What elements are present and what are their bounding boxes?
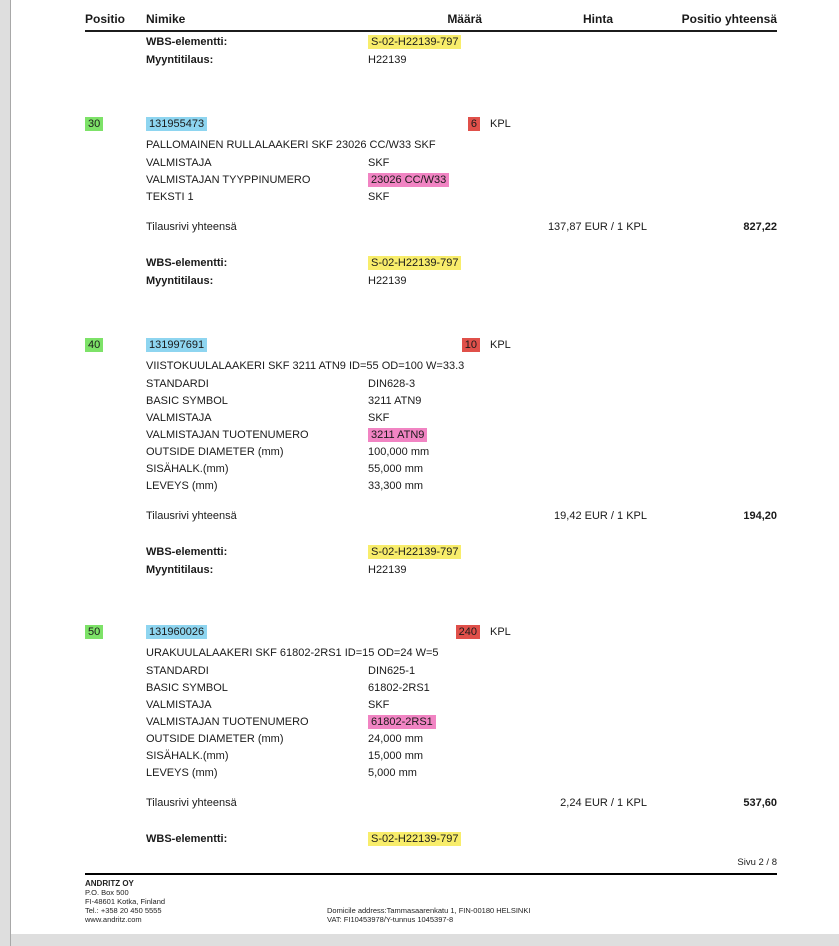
quantity-badge: 240 <box>456 625 480 639</box>
line-total-label: Tilausrivi yhteensä <box>146 221 237 233</box>
column-header-positio: Positio <box>85 12 126 26</box>
position-number-badge: 40 <box>85 338 103 352</box>
attribute-value: SKF <box>368 191 390 203</box>
footer-vat: VAT: FI10453978/Y-tunnus 1045397-8 <box>327 915 454 924</box>
order-document-page <box>85 0 777 924</box>
unit-price: 2,24 EUR / 1 KPL <box>560 797 647 809</box>
attribute-label: TEKSTI 1 <box>146 191 194 203</box>
attribute-row <box>85 412 777 429</box>
position-block-50 <box>85 625 777 851</box>
page-bottom-margin <box>0 934 839 946</box>
sales-order-label: Myyntitilaus: <box>146 275 214 287</box>
quantity-badge: 6 <box>468 117 480 131</box>
attribute-value: SKF <box>368 412 390 424</box>
footer-address-line: FI-48601 Kotka, Finland <box>85 897 166 906</box>
item-header-row <box>85 338 777 360</box>
attribute-label: OUTSIDE DIAMETER (mm) <box>146 446 284 458</box>
attribute-value: 24,000 mm <box>368 733 424 745</box>
footer-website: www.andritz.com <box>85 915 142 924</box>
company-name: ANDRITZ OY <box>85 879 134 888</box>
attribute-value: 55,000 mm <box>368 463 424 475</box>
sales-order-row <box>85 564 777 582</box>
wbs-element-row <box>85 546 777 564</box>
item-header-row <box>85 117 777 139</box>
attribute-value: DIN628-3 <box>368 378 416 390</box>
attribute-value: SKF <box>368 157 390 169</box>
unit-price: 137,87 EUR / 1 KPL <box>547 221 647 233</box>
column-header-maara: Määrä <box>447 12 482 26</box>
position-block-40 <box>85 338 777 582</box>
attribute-label: OUTSIDE DIAMETER (mm) <box>146 733 284 745</box>
attribute-value: 3211 ATN9 <box>368 395 422 407</box>
attribute-label: BASIC SYMBOL <box>146 682 228 694</box>
footer-divider <box>85 873 777 875</box>
item-number-badge: 131955473 <box>146 117 207 131</box>
item-description: VIISTOKUULALAAKERI SKF 3211 ATN9 ID=55 OD=100 W=33.3 <box>146 360 465 372</box>
footer-company-block <box>85 879 327 924</box>
wbs-label: WBS-elementti: <box>146 546 228 558</box>
attribute-label: SISÄHALK.(mm) <box>146 750 229 762</box>
page-left-margin <box>0 0 11 946</box>
wbs-value: S-02-H22139-797 <box>368 546 777 558</box>
quantity-badge: 10 <box>462 338 480 352</box>
attribute-value: 3211 ATN9 <box>368 429 777 441</box>
position-block-30 <box>85 117 777 293</box>
attribute-row <box>85 157 777 174</box>
wbs-label: WBS-elementti: <box>146 833 228 845</box>
attribute-row <box>85 191 777 208</box>
attribute-label: VALMISTAJAN TYYPPINUMERO <box>146 174 311 186</box>
position-number-badge: 50 <box>85 625 103 639</box>
attribute-row <box>85 716 777 733</box>
attribute-value: DIN625-1 <box>368 665 416 677</box>
attribute-label: VALMISTAJA <box>146 699 212 711</box>
line-total-row <box>85 221 777 239</box>
attribute-row <box>85 665 777 682</box>
unit-label: KPL <box>490 118 511 130</box>
line-total-label: Tilausrivi yhteensä <box>146 797 237 809</box>
attribute-value: 33,300 mm <box>368 480 424 492</box>
wbs-value: S-02-H22139-797 <box>368 257 777 269</box>
unit-label: KPL <box>490 626 511 638</box>
attribute-value: 100,000 mm <box>368 446 430 458</box>
attribute-value: 23026 CC/W33 <box>368 174 777 186</box>
sales-order-label: Myyntitilaus: <box>146 564 214 576</box>
line-total-row <box>85 797 777 815</box>
column-header-hinta: Hinta <box>583 12 613 26</box>
attribute-label: VALMISTAJAN TUOTENUMERO <box>146 429 309 441</box>
item-number-badge: 131960026 <box>146 625 207 639</box>
page-number: Sivu 2 / 8 <box>737 857 777 868</box>
sales-order-value: H22139 <box>368 564 407 576</box>
wbs-element-row <box>85 833 777 851</box>
footer <box>85 879 777 924</box>
sales-order-value: H22139 <box>368 54 407 66</box>
sales-order-row <box>85 275 777 293</box>
attribute-value: 5,000 mm <box>368 767 417 779</box>
attribute-value: 61802-2RS1 <box>368 716 777 728</box>
wbs-value: S-02-H22139-797 <box>368 36 777 48</box>
footer-address-line: P.O. Box 500 <box>85 888 129 897</box>
wbs-label: WBS-elementti: <box>146 257 228 269</box>
attribute-value: 61802-2RS1 <box>368 682 430 694</box>
attribute-label: STANDARDI <box>146 378 209 390</box>
sales-order-label: Myyntitilaus: <box>146 54 214 66</box>
item-number-badge: 131997691 <box>146 338 207 352</box>
position-total: 537,60 <box>743 797 777 809</box>
column-header-positio-yhteensa: Positio yhteensä <box>681 12 777 26</box>
attribute-row <box>85 429 777 446</box>
wbs-value: S-02-H22139-797 <box>368 833 777 845</box>
attribute-label: VALMISTAJA <box>146 157 212 169</box>
attribute-label: LEVEYS (mm) <box>146 480 218 492</box>
column-header-nimike: Nimike <box>146 12 186 26</box>
attribute-row <box>85 480 777 497</box>
position-total: 827,22 <box>743 221 777 233</box>
footer-legal-block <box>327 879 530 924</box>
item-description: URAKUULALAAKERI SKF 61802-2RS1 ID=15 OD=24 W=5 <box>146 647 439 659</box>
attribute-label: BASIC SYMBOL <box>146 395 228 407</box>
attribute-row <box>85 395 777 412</box>
wbs-element-row <box>85 257 777 275</box>
attribute-value: SKF <box>368 699 390 711</box>
position-total: 194,20 <box>743 510 777 522</box>
sales-order-value: H22139 <box>368 275 407 287</box>
wbs-label: WBS-elementti: <box>146 36 228 48</box>
attribute-row <box>85 767 777 784</box>
attribute-row <box>85 750 777 767</box>
attribute-row <box>85 463 777 480</box>
unit-label: KPL <box>490 339 511 351</box>
attribute-row <box>85 682 777 699</box>
attribute-row <box>85 733 777 750</box>
line-total-label: Tilausrivi yhteensä <box>146 510 237 522</box>
attribute-label: SISÄHALK.(mm) <box>146 463 229 475</box>
unit-price: 19,42 EUR / 1 KPL <box>554 510 647 522</box>
table-header-row <box>85 12 777 32</box>
line-total-row <box>85 510 777 528</box>
attribute-row <box>85 174 777 191</box>
attribute-row <box>85 446 777 463</box>
carryover-block <box>85 36 777 72</box>
attribute-row <box>85 378 777 395</box>
attribute-row <box>85 699 777 716</box>
item-description: PALLOMAINEN RULLALAAKERI SKF 23026 CC/W33 SKF <box>146 139 436 151</box>
item-header-row <box>85 625 777 647</box>
wbs-element-row <box>85 36 777 54</box>
attribute-label: VALMISTAJAN TUOTENUMERO <box>146 716 309 728</box>
attribute-label: LEVEYS (mm) <box>146 767 218 779</box>
sales-order-row <box>85 54 777 72</box>
attribute-label: STANDARDI <box>146 665 209 677</box>
attribute-label: VALMISTAJA <box>146 412 212 424</box>
footer-domicile: Domicile address:Tammasaarenkatu 1, FIN-00180 HELSINKI <box>327 906 531 915</box>
position-number-badge: 30 <box>85 117 103 131</box>
footer-address-line: Tel.: +358 20 450 5555 <box>85 906 162 915</box>
attribute-value: 15,000 mm <box>368 750 424 762</box>
